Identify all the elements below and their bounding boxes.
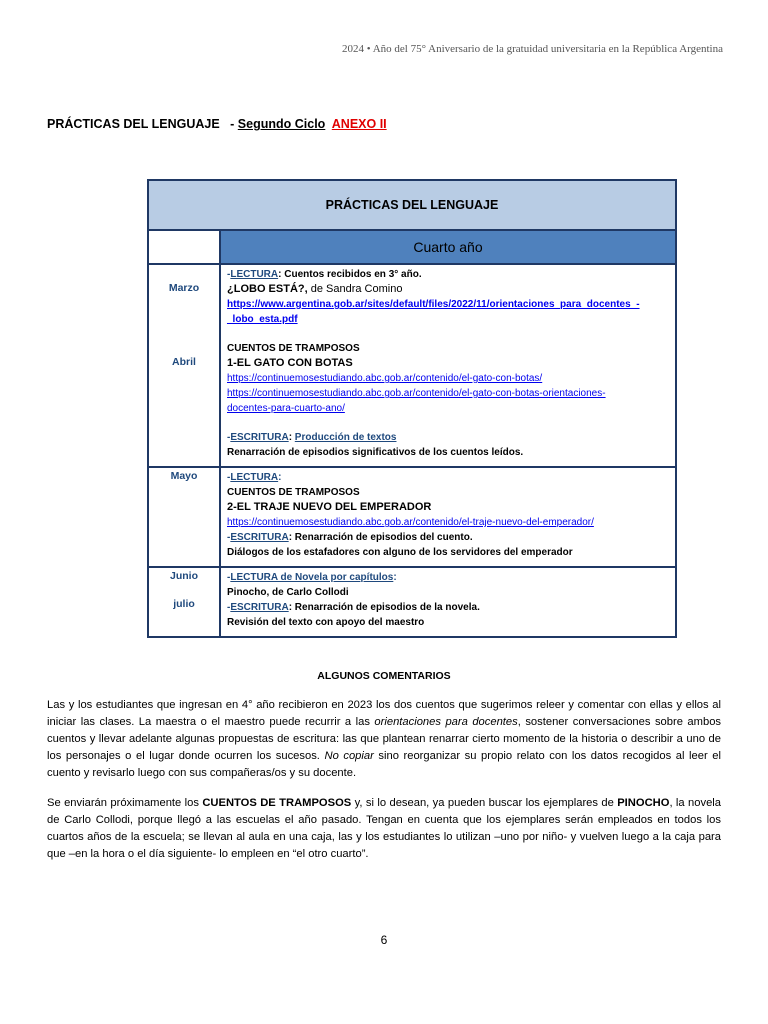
emphasis: orientaciones para docentes	[374, 716, 518, 728]
book-title: ¿LOBO ESTÁ?,	[227, 283, 308, 295]
title-main: PRÁCTICAS DEL LENGUAJE	[47, 117, 220, 131]
escritura-link[interactable]: Producción de textos	[294, 432, 397, 443]
title-dash: -	[230, 117, 235, 131]
story-title: 2-EL TRAJE NUEVO DEL EMPERADOR	[227, 501, 432, 513]
section-heading: CUENTOS DE TRAMPOSOS	[227, 343, 360, 354]
table-row	[148, 567, 676, 637]
escritura-text: Renarración de episodios significativos de los cuentos leídos.	[227, 447, 524, 458]
revision-text: Revisión del texto con apoyo del maestro	[227, 617, 425, 628]
table-row	[148, 264, 676, 467]
month-label: Abril	[172, 356, 196, 368]
month-cell	[148, 467, 220, 567]
title-annex: ANEXO II	[331, 117, 387, 131]
page-number: 6	[380, 933, 388, 947]
separator: :	[393, 572, 397, 583]
comments-paragraph-2: Se enviarán próximamente los CUENTOS DE TRAMPOSOS y, si lo desean, ya pueden buscar los ejemplares de PINOCHO, la novela de Carlo Collodi, porque llegó a las escuelas el año pasado. Tengan en cuenta que los ejemplares serán empleados en todos los cuartos años de la escuela; se llevan al aula en una caja, las y los estudiantes lo utilizan –uno por niño- y vuelven luego a la caja para que –en la hora o el día siguiente- lo empleen en “el otro cuarto”.	[47, 797, 721, 860]
lectura-label: LECTURA	[230, 269, 279, 280]
lectura-label: LECTURA	[230, 472, 279, 483]
novel-title: Pinocho, de Carlo Collodi	[227, 587, 349, 598]
story-title: 1-EL GATO CON BOTAS	[227, 357, 353, 369]
lectura-label: LECTURA de Novela por capítulos	[230, 572, 394, 583]
separator: :	[288, 432, 295, 443]
emphasis: No copiar	[324, 750, 374, 762]
escritura-text: : Renarración de episodios de la novela.	[288, 602, 480, 613]
table-header: PRÁCTICAS DEL LENGUAJE	[148, 180, 676, 230]
resource-link[interactable]: _lobo_esta.pdf	[227, 314, 298, 325]
month-label: Marzo	[168, 282, 200, 294]
month-cell	[148, 264, 220, 467]
resource-link[interactable]: docentes-para-cuarto-ano/	[227, 403, 345, 414]
emphasis: PINOCHO	[617, 797, 670, 809]
emphasis: CUENTOS DE TRAMPOSOS	[202, 797, 352, 809]
resource-link[interactable]: https://www.argentina.gob.ar/sites/default/files/2022/11/orientaciones_para_docentes_-	[227, 299, 640, 310]
escritura-label: ESCRITURA	[230, 432, 289, 443]
resource-link[interactable]: https://continuemosestudiando.abc.gob.ar/contenido/el-traje-nuevo-del-emperador/	[227, 517, 594, 528]
content-cell: -LECTURA: CUENTOS DE TRAMPOSOS 2-EL TRAJE NUEVO DEL EMPERADOR https://continuemosestudiando.abc.gob.ar/contenido/el-traje-nuevo-del-emperador/ -ESCRITURA: Renarración de episodios del cuento. Diálogos de los estafadores con alguno de los servidores del emperador	[220, 467, 676, 567]
section-heading: CUENTOS DE TRAMPOSOS	[227, 487, 360, 498]
separator: :	[278, 472, 282, 483]
document-title	[47, 117, 387, 131]
escritura-label: ESCRITURA	[230, 532, 289, 543]
month-label: Junio	[170, 570, 198, 582]
content-cell: -LECTURA: Cuentos recibidos en 3° año. ¿LOBO ESTÁ?, de Sandra Comino https://www.argentina.gob.ar/sites/default/files/2022/11/orientaciones_para_docentes_- _lobo_esta.pdf CUENTOS DE TRAMPOSOS 1-EL GATO CON BOTAS https://continuemosestudiando.abc.gob.ar/contenido/el-gato-con-botas/ https://continuemosestudiando.abc.gob.ar/contenido/el-gato-con-botas-orientaciones- docentes-para-cuarto-ano/ -ESCRITURA: Producción de textos Renarración de episodios significativos de los cuentos leídos.	[220, 264, 676, 467]
month-label: Mayo	[170, 470, 198, 482]
content-cell: -LECTURA de Novela por capítulos: Pinocho, de Carlo Collodi -ESCRITURA: Renarración de episodios de la novela. Revisión del texto con apoyo del maestro	[220, 567, 676, 637]
month-label: julio	[173, 598, 195, 610]
planning-table	[147, 179, 677, 638]
dialogos-text: Diálogos de los estafadores con alguno de los servidores del emperador	[227, 547, 573, 558]
comments-paragraph-1: Las y los estudiantes que ingresan en 4° año recibieron en 2023 los dos cuentos que sugerimos releer y comentar con ellas y ellos al iniciar las clases. La maestra o el maestro puede recurrir a las orientaciones para docentes, sostener conversaciones sobre ambos cuentos y llevar adelante algunas propuestas de escritura: las que plantean renarrar cierto momento de la historia o describir a uno de los personajes o el lugar donde ocurren los sucesos. No copiar sino reorganizar su propio relato con los datos recogidos al leer el cuento y revisarlo luego con sus compañeras/os y su docente.	[47, 699, 722, 779]
book-author: de Sandra Comino	[307, 283, 403, 295]
resource-link[interactable]: https://continuemosestudiando.abc.gob.ar/contenido/el-gato-con-botas-orientaciones-	[227, 388, 606, 399]
escritura-text: : Renarración de episodios del cuento.	[288, 532, 473, 543]
comments-title: ALGUNOS COMENTARIOS	[317, 670, 451, 682]
year-header: Cuarto año	[220, 230, 676, 264]
month-cell	[148, 567, 220, 637]
lectura-text: : Cuentos recibidos en 3° año.	[278, 269, 422, 280]
title-cycle: Segundo Ciclo	[237, 117, 326, 131]
resource-link[interactable]: https://continuemosestudiando.abc.gob.ar/contenido/el-gato-con-botas/	[227, 373, 543, 384]
table-row	[148, 467, 676, 567]
page-header: 2024 • Año del 75° Aniversario de la gratuidad universitaria en la República Argentina	[341, 43, 723, 55]
empty-corner-cell	[148, 230, 220, 264]
escritura-label: ESCRITURA	[230, 602, 289, 613]
